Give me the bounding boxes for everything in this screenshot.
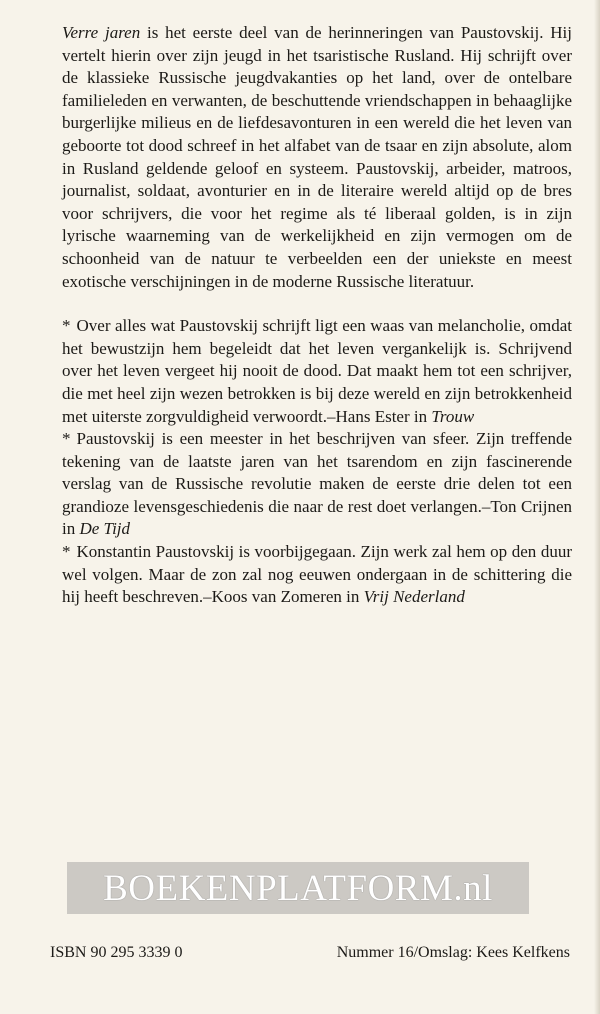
cover-credit: Nummer 16/Omslag: Kees Kelfkens (336, 944, 570, 961)
bullet-star: * (62, 316, 71, 336)
watermark-banner: BOEKENPLATFORM.nl (67, 862, 529, 914)
quote-text: Konstantin Paustovskij is voorbijgegaan. Zijn werk zal hem op den duur wel volgen. Maar de zon zal nog eeuwen ondergaan in de schittering die hij heeft beschreven.–Koos van Zomeren in (62, 542, 572, 607)
review-quote-3 (62, 541, 572, 609)
quote-source: Trouw (431, 406, 475, 426)
isbn-number: ISBN 90 295 3339 0 (50, 944, 183, 961)
quote-source: De Tijd (79, 519, 131, 539)
blurb-text (62, 22, 572, 609)
page-edge (594, 0, 600, 1014)
intro-paragraph (62, 22, 572, 293)
bullet-star: * (62, 429, 71, 449)
intro-text: is het eerste deel van de herinneringen van Paustovskij. Hij vertelt hierin over zijn jeugd in het tsaristische Rusland. Hij schrijft over de klassieke Russische jeugdvakanties op het land, over de ontelbare familieleden en verwanten, de beschuttende vriendschappen in behaaglijke burgerlijke milieus en de liefdesavonturen in een wereld die het leven van geboorte tot dood schreef in het alfabet van de tsaar en zijn absolute, alom in Rusland geldende geloof en systeem. Paustovskij, arbeider, matroos, journalist, soldaat, avonturier en in de literaire wereld altijd op de bres voor schrijvers, die voor het regime als té liberaal golden, is in zijn lyrische waarneming van de werkelijkheid en zijn vermogen om de schoonheid van de natuur te verbeelden een der uniekste en meest exotische verschijningen in de moderne Russische literatuur. (62, 23, 572, 291)
bullet-star: * (62, 542, 71, 562)
quote-source: Vrij Nederland (363, 587, 465, 607)
book-title: Verre jaren (62, 23, 141, 42)
quote-text: Paustovskij is een meester in het beschrijven van sfeer. Zijn treffende tekening van de laatste jaren van het tsarendom en zijn fascinerende verslag van de Russische revolutie maken de eerste drie delen tot een grandioze levensgeschiedenis die naar de rest doet verlangen.–Ton Crijnen in (62, 429, 572, 539)
quote-text: Over alles wat Paustovskij schrijft ligt een waas van melancholie, omdat het bewustzijn hem begeleidt dat het leven vergankelijk is. Schrijvend over het leven vergeet hij nooit de dood. Dat maakt hem tot een schrijver, die met heel zijn wezen betrokken is bij deze wereld en zijn betrokkenheid met uiterste zorgvuldigheid verwoordt.–Hans Ester in (62, 316, 572, 426)
footer (50, 944, 570, 962)
review-quote-2 (62, 428, 572, 541)
review-quote-1 (62, 315, 572, 428)
